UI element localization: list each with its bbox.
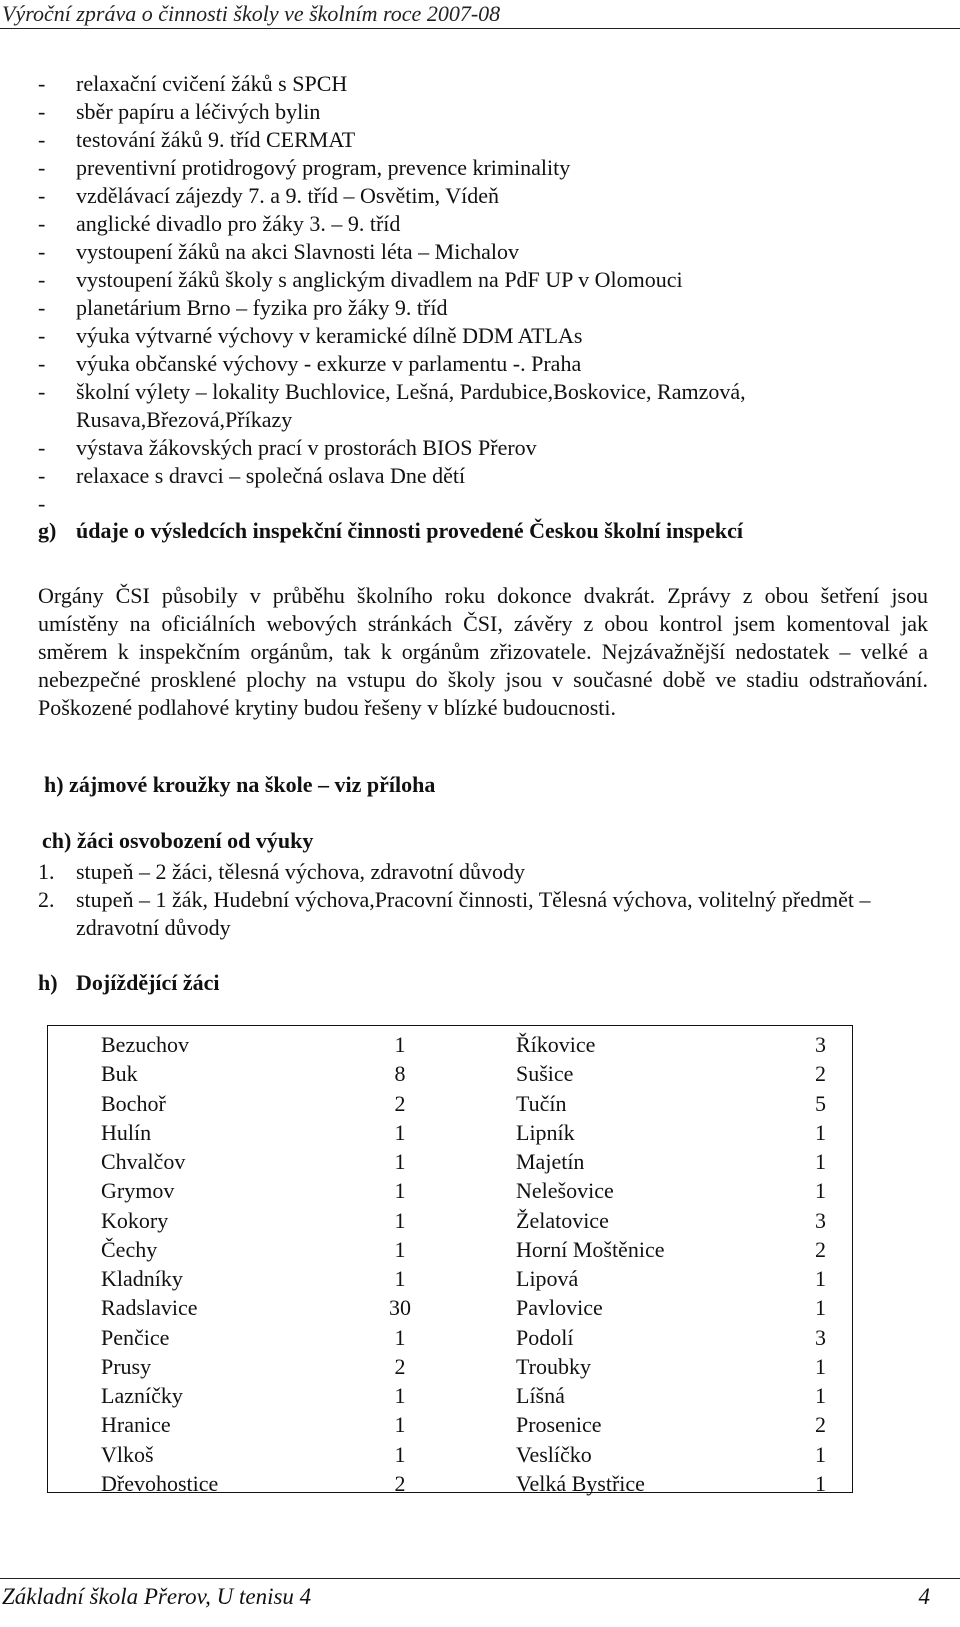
list-text: stupeň – 1 žák, Hudební výchova,Pracovní činnosti, Tělesná výchova, volitelný předmět – zdravotní důvody (76, 887, 871, 940)
page-footer (0, 1578, 960, 1619)
student-count: 2 (815, 1236, 826, 1262)
village-name: Říkovice (516, 1032, 596, 1057)
student-count: 1 (394, 1412, 406, 1438)
activity-text: vystoupení žáků na akci Slavnosti léta – Michalov (76, 239, 519, 264)
table-row (48, 1147, 852, 1176)
student-count: 1 (394, 1236, 406, 1262)
village-name: Želatovice (516, 1207, 609, 1233)
table-row (48, 1293, 852, 1322)
exempt-students-list (38, 858, 886, 942)
list-item (38, 858, 886, 886)
student-count: 8 (394, 1061, 406, 1087)
bullet-dash: - (38, 267, 46, 292)
village-name: Líšná (516, 1383, 565, 1408)
activity-text: relaxační cvičení žáků s SPCH (76, 71, 348, 96)
bullet-dash: - (38, 323, 46, 348)
bullet-dash: - (38, 351, 46, 376)
commuters-table (47, 1025, 853, 1496)
page-header (0, 0, 960, 29)
village-name: Majetín (516, 1149, 585, 1174)
bullet-dash: - (38, 155, 46, 180)
activity-text: sběr papíru a léčivých bylin (76, 99, 321, 124)
village-name: Lipník (516, 1119, 575, 1145)
village-name: Veslíčko (516, 1441, 592, 1467)
student-count: 2 (815, 1061, 826, 1087)
student-count: 3 (815, 1032, 826, 1057)
footer-school-name: Základní škola Přerov, U tenisu 4 (2, 1584, 312, 1609)
student-count: 2 (815, 1412, 826, 1438)
list-text: stupeň – 2 žáci, tělesná výchova, zdravotní důvody (76, 859, 526, 884)
table-row (48, 1410, 852, 1439)
section-g-label: g) (38, 518, 57, 543)
student-count: 1 (394, 1324, 406, 1350)
bullet-dash: - (38, 463, 46, 488)
village-name: Buk (101, 1061, 138, 1087)
student-count: 1 (394, 1207, 406, 1233)
village-name: Kladníky (101, 1266, 183, 1291)
village-name: Penčice (101, 1324, 170, 1350)
table-row (48, 1440, 852, 1469)
student-count: 1 (394, 1178, 406, 1204)
table-row (48, 1206, 852, 1235)
village-name: Kokory (101, 1207, 169, 1233)
table-row (48, 1176, 852, 1205)
page-number: 4 (918, 1584, 930, 1609)
student-count: 3 (815, 1207, 826, 1233)
section-h-commuters-title: Dojíždějící žáci (76, 970, 220, 995)
village-name: Lazníčky (101, 1383, 183, 1408)
village-name: Radslavice (101, 1295, 198, 1321)
list-item (38, 886, 886, 942)
village-name: Grymov (101, 1178, 175, 1204)
bullet-dash: - (38, 211, 46, 236)
student-count: 1 (394, 1032, 406, 1057)
student-count: 1 (815, 1470, 826, 1496)
student-count: 2 (394, 1353, 406, 1379)
student-count: 1 (394, 1266, 406, 1291)
bullet-dash: - (38, 379, 46, 404)
village-name: Bezuchov (101, 1032, 189, 1057)
student-count: 1 (815, 1353, 826, 1379)
list-number: 1. (38, 859, 55, 884)
header-title: Výroční zpráva o činnosti školy ve školním roce 2007-08 (2, 1, 501, 26)
student-count: 1 (815, 1149, 826, 1174)
bullet-dash: - (38, 99, 46, 124)
activity-text: planetárium Brno – fyzika pro žáky 9. tříd (76, 295, 448, 320)
village-name: Prusy (101, 1353, 152, 1379)
village-name: Hranice (101, 1412, 171, 1438)
village-name: Sušice (516, 1061, 574, 1087)
student-count: 1 (394, 1383, 406, 1408)
village-name: Vlkoš (101, 1441, 154, 1467)
section-h-commuters-label: h) (38, 970, 58, 995)
village-name: Chvalčov (101, 1149, 186, 1174)
section-ch-title: ch) žáci osvobození od výuky (42, 828, 314, 853)
student-count: 5 (815, 1090, 826, 1116)
bullet-dash: - (38, 127, 46, 152)
activity-text: relaxace s dravci – společná oslava Dne dětí (76, 463, 466, 488)
table-row (48, 1323, 852, 1352)
table-row (48, 1381, 852, 1410)
student-count: 1 (815, 1441, 826, 1467)
activity-text: vzdělávací zájezdy 7. a 9. tříd – Osvětim, Vídeň (76, 183, 499, 208)
student-count: 30 (389, 1295, 411, 1321)
student-count: 1 (815, 1178, 826, 1204)
bullet-dash: - (38, 183, 46, 208)
student-count: 1 (815, 1119, 826, 1145)
village-name: Nelešovice (516, 1178, 614, 1204)
section-g-title: údaje o výsledcích inspekční činnosti provedené Českou školní inspekcí (76, 518, 744, 543)
bullet-dash: - (38, 295, 46, 320)
table-row (48, 1264, 852, 1293)
table-row (48, 1235, 852, 1264)
activity-text: testování žáků 9. tříd CERMAT (76, 127, 356, 152)
student-count: 2 (394, 1470, 406, 1496)
bullet-dash: - (38, 435, 46, 460)
table-row (48, 1352, 852, 1381)
village-name: Dřevohostice (101, 1470, 219, 1496)
student-count: 1 (394, 1441, 406, 1467)
village-name: Velká Bystřice (516, 1470, 645, 1496)
activity-text: vystoupení žáků školy s anglickým divadlem na PdF UP v Olomouci (76, 267, 683, 292)
table-row (48, 1059, 852, 1088)
bullet-dash: - (38, 491, 46, 516)
activity-text: anglické divadlo pro žáky 3. – 9. tříd (76, 211, 401, 236)
section-ch-heading (42, 828, 313, 854)
bullet-dash: - (38, 239, 46, 264)
student-count: 1 (394, 1149, 406, 1174)
village-name: Hulín (101, 1119, 152, 1145)
village-name: Lipová (516, 1266, 579, 1291)
student-count: 1 (815, 1266, 826, 1291)
section-h-clubs-title: h) zájmové kroužky na škole – viz příloha (44, 772, 436, 797)
village-name: Tučín (516, 1090, 567, 1116)
student-count: 1 (815, 1295, 826, 1321)
list-number: 2. (38, 887, 55, 912)
table-row (48, 1118, 852, 1147)
table-row (48, 1469, 852, 1498)
village-name: Bochoř (101, 1090, 166, 1116)
village-name: Pavlovice (516, 1295, 603, 1321)
village-name: Troubky (516, 1353, 591, 1379)
inspection-paragraph: Orgány ČSI působily v průběhu školního roku dokonce dvakrát. Zprávy z obou šetření jsou umístěny na oficiálních webových stránkách ČSI, závěry z obou kontrol jsem komentoval jak směrem k inspekčním orgánům, tak k orgánům zřizovatele. Nejzávažnější nedostatek – velké a nebezpečné prosklené plochy na vstupu do školy jsou v současné době ve stadiu odstraňování. Poškozené podlahové krytiny budou řešeny v blízké budoucnosti. (38, 583, 928, 720)
activity-text: výstava žákovských prací v prostorách BIOS Přerov (76, 435, 537, 460)
village-name: Prosenice (516, 1412, 602, 1438)
activity-text: školní výlety – lokality Buchlovice, Lešná, Pardubice,Boskovice, Ramzová, Rusava,Březová,Příkazy (76, 379, 746, 432)
village-name: Horní Moštěnice (516, 1236, 665, 1262)
activity-text: preventivní protidrogový program, prevence kriminality (76, 155, 571, 180)
activity-text: výuka výtvarné výchovy v keramické dílně DDM ATLAs (76, 323, 583, 348)
table-row (48, 1089, 852, 1118)
table-row (48, 1030, 852, 1059)
student-count: 3 (815, 1324, 826, 1350)
village-name: Čechy (101, 1236, 158, 1262)
student-count: 1 (394, 1119, 406, 1145)
student-count: 2 (394, 1090, 406, 1116)
village-name: Podolí (516, 1324, 574, 1350)
student-count: 1 (815, 1383, 826, 1408)
bullet-dash: - (38, 71, 46, 96)
section-h-clubs-heading (44, 772, 435, 798)
activity-text: výuka občanské výchovy - exkurze v parlamentu -. Praha (76, 351, 582, 376)
